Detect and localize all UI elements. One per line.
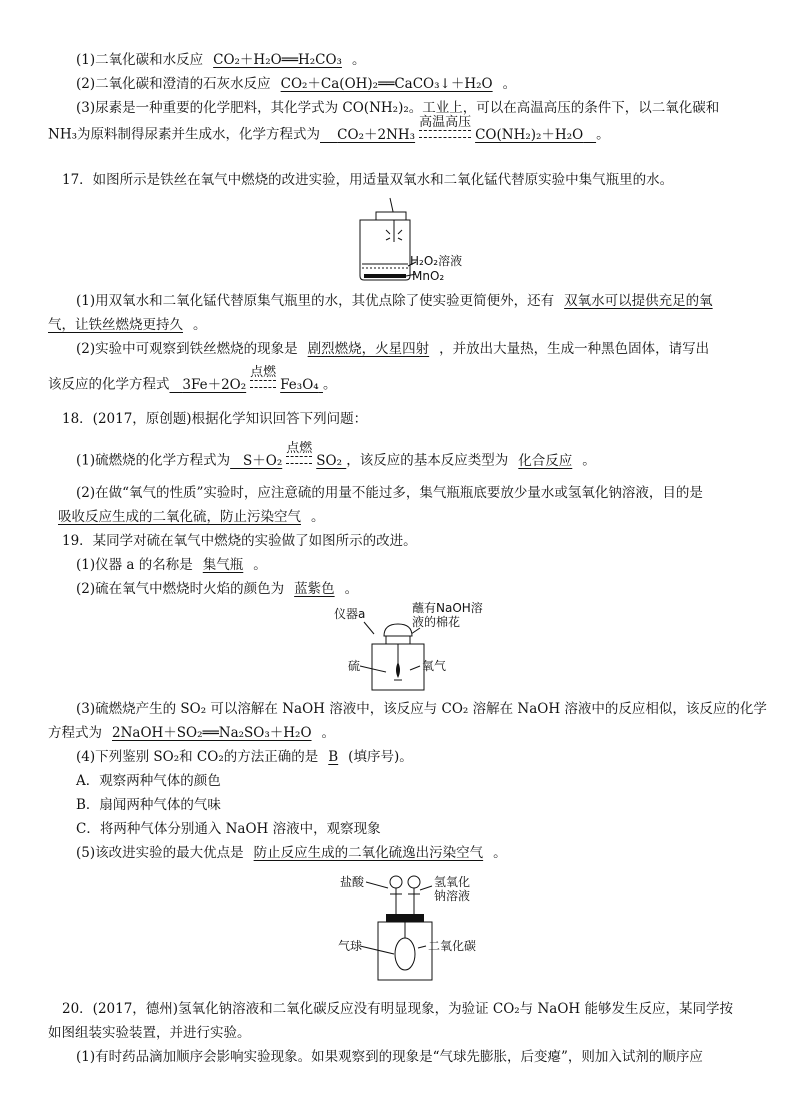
- eq-condition: 高温高压: [419, 115, 472, 130]
- punct: 。: [493, 845, 507, 861]
- q19-part4-text2: (填序号)。: [348, 749, 413, 765]
- eq-condition: 点燃: [250, 365, 277, 380]
- q18-stem-text: 18．(2017，原创题)根据化学知识回答下列问题：: [62, 411, 368, 427]
- q19-part4-text: (4)下列鉴别 SO₂和 CO₂的方法正确的是: [76, 749, 319, 765]
- eq-sign: [286, 456, 312, 464]
- q19-part2-text: (2)硫在氧气中燃烧时火焰的颜色为: [76, 581, 285, 597]
- q18-part1-equation: [230, 441, 346, 469]
- condition-arrow: [286, 442, 312, 464]
- q19-stem: [62, 532, 417, 550]
- q19-part3-text: (3)硫燃烧产生的 SO₂ 可以溶解在 NaOH 溶液中，该反应与 CO₂ 溶解在 NaOH 溶液中的反应相似，该反应的化学: [76, 701, 767, 717]
- eq-right: Fe₃O₄: [280, 376, 319, 393]
- apparatus-a-label: 仪器a: [334, 607, 366, 621]
- q17-part1-text: (1)用双氧水和二氧化锰代替原集气瓶里的水，其优点除了使实验更简便外，还有: [76, 293, 555, 309]
- q16-part1-answer: CO₂＋H₂O══H₂CO₃: [213, 52, 342, 68]
- q17-figure: [350, 192, 463, 284]
- q19-part3-text2: 方程式为: [48, 725, 102, 741]
- punct: 。: [321, 725, 336, 741]
- co2-label: 二氧化碳: [428, 939, 477, 953]
- eq-right: CO(NH₂)₂＋H₂O: [475, 126, 584, 143]
- eq-left: CO₂＋2NH₃: [337, 126, 416, 143]
- oxygen-label: 氧气: [422, 659, 447, 673]
- punct: 。: [502, 76, 517, 92]
- q16-part1: [76, 51, 365, 69]
- punct: 。: [351, 52, 366, 68]
- h2o2-label: H₂O₂溶液: [410, 254, 463, 268]
- cotton-label-2: 液的棉花: [412, 615, 461, 629]
- q18-stem: [62, 410, 367, 428]
- q19-figure: [330, 598, 490, 696]
- option-a-text: A．观察两种气体的颜色: [76, 773, 221, 789]
- q19-part5-text: (5)该改进实验的最大优点是: [76, 845, 244, 861]
- option-c-text: C．将两种气体分别通入 NaOH 溶液中，观察现象: [76, 821, 381, 837]
- eq-sign: [419, 130, 471, 138]
- q18-part1-text: (1)硫燃烧的化学方程式为: [76, 452, 231, 469]
- q17-part2-line2: [48, 365, 337, 396]
- punct: 。: [344, 581, 359, 597]
- q16-part3-text: (3)尿素是一种重要的化学肥料，其化学式为 CO(NH₂)₂。工业上，可以在高温高压的条件下，以二氧化碳和: [76, 100, 720, 116]
- q17-part2-answer: 剧烈燃烧，火星四射: [307, 341, 430, 357]
- q19-part1-text: (1)仪器 a 的名称是: [76, 557, 193, 573]
- q19-stem-text: 19．某同学对硫在氧气中燃烧的实验做了如图所示的改进。: [62, 533, 417, 549]
- q16-part3-answer: [320, 115, 596, 143]
- condition-arrow: [419, 116, 471, 138]
- q17-part1-line2: [48, 316, 207, 334]
- q19-part1-answer: 集气瓶: [202, 557, 244, 573]
- cotton-label-1: 蘸有NaOH溶: [412, 601, 483, 615]
- punct: 。: [193, 317, 207, 333]
- q18-part1-answer2: 化合反应: [518, 452, 573, 469]
- q18-part2-line1: [76, 484, 703, 502]
- q19-part5-answer: 防止反应生成的二氧化硫逸出污染空气: [253, 845, 484, 861]
- punct: 。: [596, 126, 610, 143]
- q17-part1-answer: 双氧水可以提供充足的氧: [564, 293, 713, 309]
- q19-part2: [76, 580, 358, 598]
- q17-part2-text3: 该反应的化学方程式: [48, 376, 170, 393]
- q18-part2-answer: 吸收反应生成的二氧化硫，防止污染空气: [58, 509, 301, 525]
- q19-option-b: [76, 796, 221, 814]
- option-b-text: B．扇闻两种气体的气味: [76, 797, 221, 813]
- q19-part4: [76, 748, 413, 766]
- q16-part3-text2: NH₃为原料制得尿素并生成水，化学方程式为: [48, 126, 320, 143]
- q19-part3-line2: [48, 724, 335, 742]
- q20-stem-line2: [48, 1024, 251, 1042]
- punct: 。: [582, 452, 596, 469]
- q18-part1-text2: ，该反应的基本反应类型为: [346, 452, 509, 469]
- q16-part2: [76, 75, 516, 93]
- sulfur-label: 硫: [348, 659, 361, 673]
- punct: 。: [311, 509, 325, 525]
- q17-part2-text2: ，并放出大量热，生成一种黑色固体，请写出: [439, 341, 710, 357]
- q17-part1-answer2: 气，让铁丝燃烧更持久: [48, 317, 183, 333]
- q18-part2-text: (2)在做“氧气的性质”实验时，应注意硫的用量不能过多，集气瓶瓶底要放少量水或氢氧化钠溶液，目的是: [76, 485, 703, 501]
- q20-part1-text: (1)有时药品滴加顺序会影响实验现象。如果观察到的现象是“气球先膨胀，后变瘪”，则加入试剂的顺序应: [76, 1049, 703, 1065]
- q17-part2-line1: [76, 340, 709, 358]
- q16-part3-line1: [76, 99, 719, 117]
- eq-right: SO₂: [316, 452, 342, 469]
- q16-part2-answer: CO₂＋Ca(OH)₂══CaCO₃↓＋H₂O: [280, 76, 493, 92]
- naoh-label-2: 钠溶液: [434, 889, 471, 903]
- q19-part4-answer: B: [328, 749, 339, 765]
- balloon-label: 气球: [338, 939, 363, 953]
- q17-part1-line1: [76, 292, 723, 310]
- q17-stem: [62, 171, 673, 189]
- eq-left: 3Fe＋2O₂: [182, 376, 247, 393]
- q17-part2-text: (2)实验中可观察到铁丝燃烧的现象是: [76, 341, 298, 357]
- q18-part2-line2: [48, 508, 325, 526]
- eq-left: S＋O₂: [243, 452, 283, 469]
- q20-stem-line1: [62, 1000, 733, 1018]
- q19-option-a: [76, 772, 221, 790]
- q16-part2-text: (2)二氧化碳和澄清的石灰水反应: [76, 76, 271, 92]
- q19-part5: [76, 844, 507, 862]
- mno2-label: MnO₂: [412, 269, 445, 283]
- q19-part3-line1: [76, 700, 767, 718]
- q18-part1: [76, 441, 596, 472]
- q17-stem-text: 17．如图所示是铁丝在氧气中燃烧的改进实验，用适量双氧水和二氧化锰代替原实验中集气瓶里的水。: [62, 172, 674, 188]
- eq-sign: [250, 380, 276, 388]
- q20-stem-text2: 如图组装实验装置，并进行实验。: [48, 1025, 251, 1041]
- eq-condition: 点燃: [286, 441, 313, 456]
- q19-option-c: [76, 820, 381, 838]
- punct: 。: [253, 557, 267, 573]
- hcl-label: 盐酸: [340, 875, 365, 889]
- q16-part1-text: (1)二氧化碳和水反应: [76, 52, 204, 68]
- q20-figure: [330, 868, 510, 986]
- q19-part1: [76, 556, 267, 574]
- q16-part3-line2: [48, 115, 610, 146]
- punct: 。: [322, 376, 337, 393]
- condition-arrow: [250, 366, 276, 388]
- q17-part2-equation: [170, 365, 323, 393]
- q20-part1: [76, 1048, 703, 1066]
- q19-part2-answer: 蓝紫色: [294, 581, 335, 597]
- q20-stem-text: 20．(2017，德州)氢氧化钠溶液和二氧化碳反应没有明显现象，为验证 CO₂与 NaOH 能够发生反应，某同学按: [62, 1001, 733, 1017]
- naoh-label-1: 氢氧化: [434, 875, 471, 889]
- q19-part3-answer: 2NaOH＋SO₂══Na₂SO₃＋H₂O: [112, 725, 312, 741]
